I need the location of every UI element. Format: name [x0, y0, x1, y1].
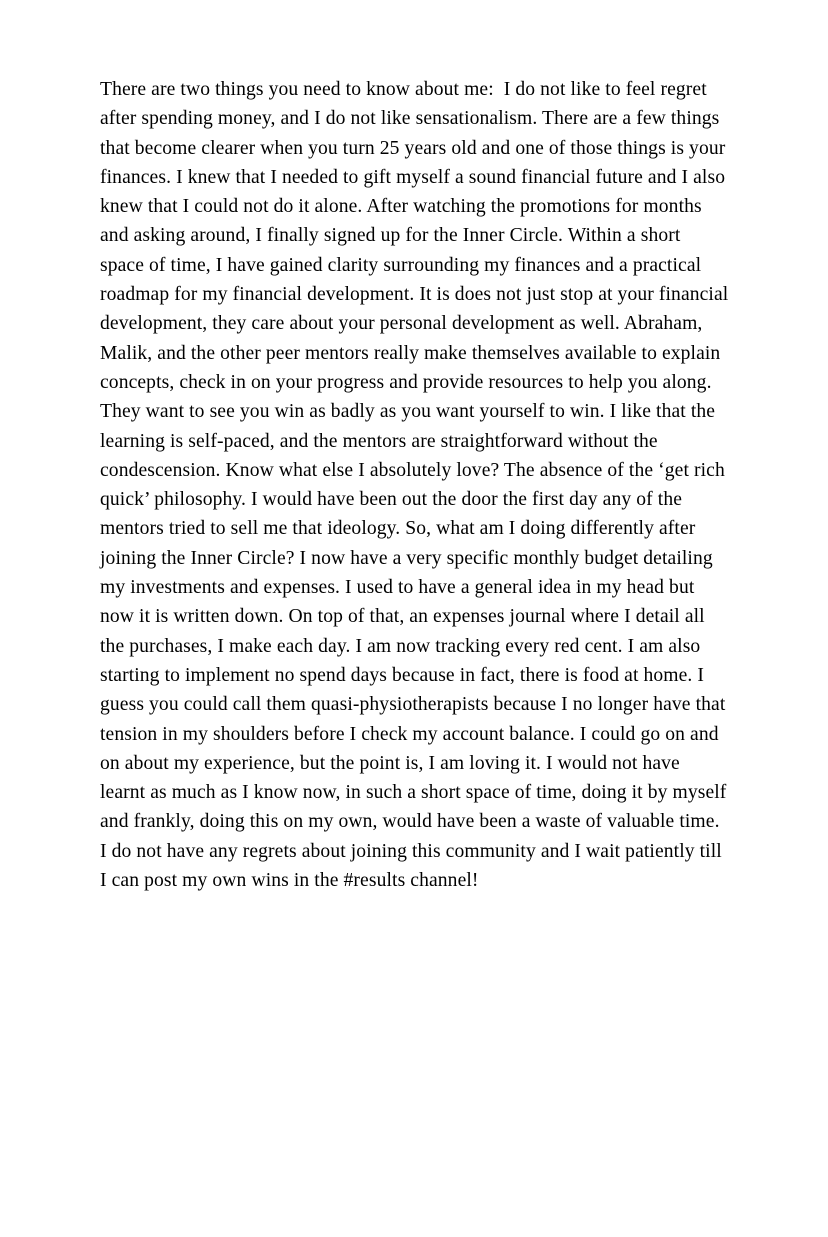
testimonial-paragraph: There are two things you need to know about me: I do not like to feel regret after spending money, and I do not like sensationalism. There are a few things that become clearer when you turn 25 years old and one of those things is your finances. I knew that I needed to gift myself a sound financial future and I also knew that I could not do it alone. After watching the promotions for months and asking around, I finally signed up for the Inner Circle. Within a short space of time, I have gained clarity surrounding my finances and a practical roadmap for my financial development. It is does not just stop at your financial development, they care about your personal development as well. Abraham, Malik, and the other peer mentors really make themselves available to explain concepts, check in on your progress and provide resources to help you along. They want to see you win as badly as you want yourself to win. I like that the learning is self-paced, and the mentors are straightforward without the condescension. Know what else I absolutely love? The absence of the ‘get rich quick’ philosophy. I would have been out the door the first day any of the mentors tried to sell me that ideology. So, what am I doing differently after joining the Inner Circle? I now have a very specific monthly budget detailing my investments and expenses. I used to have a general idea in my head but now it is written down. On top of that, an expenses journal where I detail all the purchases, I make each day. I am now tracking every red cent. I am also starting to implement no spend days because in fact, there is food at home. I guess you could call them quasi-physiotherapists because I no longer have that tension in my shoulders before I check my account balance. I could go on and on about my experience, but the point is, I am loving it. I would not have learnt as much as I know now, in such a short space of time, doing it by myself and frankly, doing this on my own, would have been a waste of valuable time. I do not have any regrets about joining this community and I wait patiently till I can post my own wins in the #results channel!	[100, 79, 734, 892]
